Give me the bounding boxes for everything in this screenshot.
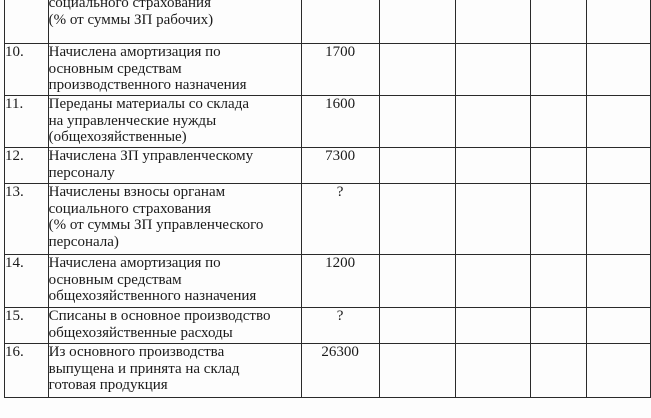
row-number: 15. — [5, 308, 49, 344]
table-row — [5, 344, 651, 398]
table-row — [5, 0, 651, 44]
description-line: общехозяйственные расходы — [48, 324, 233, 341]
description-line: персоналу — [48, 164, 115, 181]
row-number: 10. — [5, 44, 49, 96]
description-line: общехозяйственного назначения — [48, 288, 257, 304]
amount-cell: ? — [301, 184, 379, 255]
empty-cell — [587, 0, 651, 44]
description-line: Начислена амортизация по — [48, 255, 221, 271]
empty-cell — [587, 148, 651, 184]
description-line: Списаны в основное производство — [48, 308, 271, 324]
description-line: социального страхования — [48, 200, 211, 217]
amount-cell: 1600 — [301, 96, 379, 148]
amount-cell: 26300 — [301, 344, 379, 398]
table-row — [5, 44, 651, 96]
description-line: (общехозяйственные) — [48, 129, 187, 145]
description-line: производственного назначения — [48, 77, 247, 93]
description-line: Начислена ЗП управленческому — [48, 148, 254, 164]
amount-cell: 7300 — [301, 148, 379, 184]
operation-description — [48, 96, 301, 148]
operation-description — [48, 0, 301, 44]
debit-account-cell — [379, 148, 455, 184]
amount-cell — [301, 0, 379, 44]
row-number: 14. — [5, 255, 49, 308]
description-line: Переданы материалы со склада — [48, 96, 249, 112]
operation-description — [48, 308, 301, 344]
empty-cell — [587, 96, 651, 148]
description-line: социального страхования — [48, 0, 211, 11]
empty-cell — [530, 44, 586, 96]
credit-account-cell — [456, 255, 531, 308]
operation-description — [48, 148, 301, 184]
description-line: основным средствам — [48, 271, 182, 288]
credit-account-cell — [456, 96, 531, 148]
operation-description — [48, 344, 301, 398]
table-row — [5, 308, 651, 344]
empty-cell — [587, 255, 651, 308]
row-number: 11. — [5, 96, 49, 148]
debit-account-cell — [379, 0, 455, 44]
debit-account-cell — [379, 184, 455, 255]
description-line: основным средствам — [48, 60, 182, 77]
row-number: 13. — [5, 184, 49, 255]
description-line: выпущена и принята на склад — [48, 360, 240, 377]
amount-cell: ? — [301, 308, 379, 344]
credit-account-cell — [456, 44, 531, 96]
description-line: Начислена амортизация по — [48, 44, 221, 60]
description-line: на управленческие нужды — [48, 112, 217, 129]
empty-cell — [530, 255, 586, 308]
credit-account-cell — [456, 308, 531, 344]
row-number: 16. — [5, 344, 49, 398]
debit-account-cell — [379, 255, 455, 308]
transactions-table — [4, 0, 651, 398]
operation-description — [48, 255, 301, 308]
empty-cell — [587, 44, 651, 96]
credit-account-cell — [456, 148, 531, 184]
description-line: готовая продукция — [48, 377, 168, 393]
operation-description — [48, 44, 301, 96]
empty-cell — [530, 148, 586, 184]
row-number: 12. — [5, 148, 49, 184]
debit-account-cell — [379, 308, 455, 344]
debit-account-cell — [379, 96, 455, 148]
table-row — [5, 184, 651, 255]
credit-account-cell — [456, 0, 531, 44]
empty-cell — [530, 344, 586, 398]
description-line: (% от суммы ЗП рабочих) — [48, 11, 214, 28]
row-number — [5, 0, 49, 44]
description-line: персонала) — [48, 233, 119, 250]
table-row — [5, 96, 651, 148]
table-row — [5, 148, 651, 184]
empty-cell — [530, 96, 586, 148]
amount-cell: 1700 — [301, 44, 379, 96]
empty-cell — [530, 184, 586, 255]
debit-account-cell — [379, 44, 455, 96]
operation-description — [48, 184, 301, 255]
empty-cell — [587, 308, 651, 344]
credit-account-cell — [456, 344, 531, 398]
empty-cell — [587, 344, 651, 398]
table-row — [5, 255, 651, 308]
description-line: Начислены взносы органам — [48, 184, 226, 200]
empty-cell — [530, 308, 586, 344]
credit-account-cell — [456, 184, 531, 255]
debit-account-cell — [379, 344, 455, 398]
description-line: Из основного производства — [48, 344, 225, 360]
amount-cell: 1200 — [301, 255, 379, 308]
description-line: (% от суммы ЗП управленческого — [48, 217, 264, 233]
empty-cell — [530, 0, 586, 44]
table-body — [5, 0, 651, 398]
empty-cell — [587, 184, 651, 255]
